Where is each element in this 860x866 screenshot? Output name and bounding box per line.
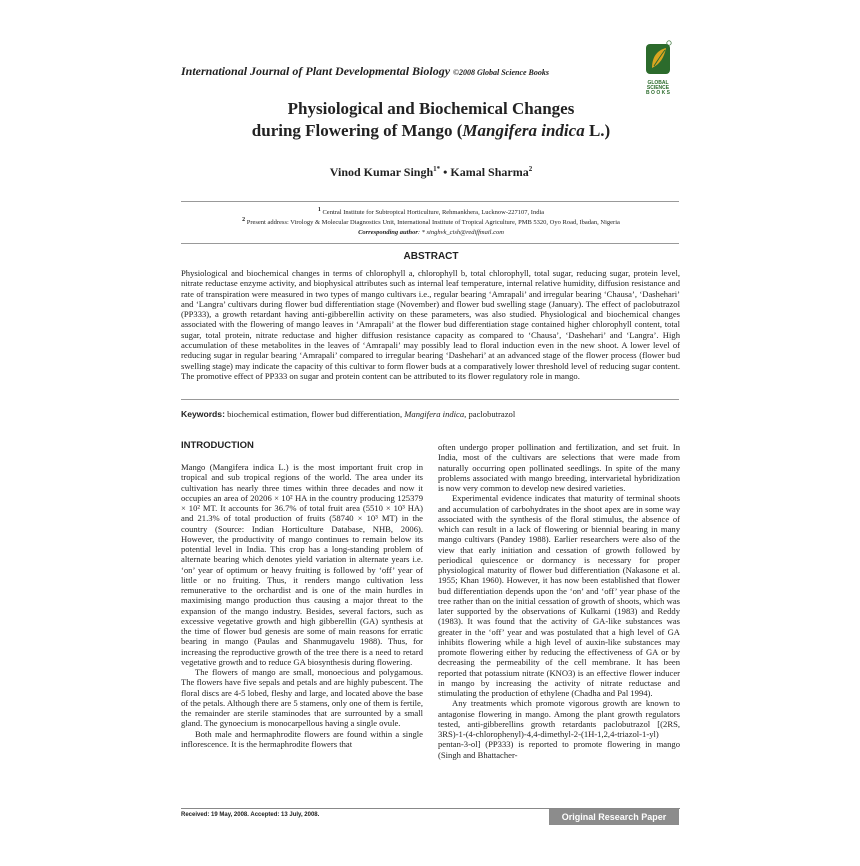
affiliation-2 [181,216,681,227]
title-pre: during Flowering of Mango ( [251,121,463,140]
author-1: Vinod Kumar Singh [329,165,434,179]
intro-paragraph-5: Experimental evidence indicates that maturity of terminal shoots and accumulation of carbohydrates in the shoot apex are in some way associated with the synthesis of the floral stimulus, the absence of which can result in a lack of flowering or biennial bearing in many mango cultivars (Pandey 1988). Earlier researchers were also of the view that early initiation and cessation of growth followed by periodical quiescence or dormancy is necessary for proper physiological maturity of flower bud differentiation (Nakasone et al. 1955; Khan 1960). However, it has now been established that flower bud differentiation depends upon the ‘on’ and ‘off’ year phase of the tree rather than on the initial cessation of growth of shoots, which was later supported by the observations of Kulkarni (1983) and Reddy (1983). It was found that the activity of GA-like substances was greater in the ‘off’ year and was postulated that a high level of GA inhibits flowering while a high level of auxin-like substances may promote flowering either by reducing the effectiveness of GA or by decreasing the permeability of the cell membrane. It has been reported that potassium nitrate (KNO3) is an effective flower inducer in mango by increasing the activity of nitrate reductase and stimulating the production of ethylene (Chadha and Pal 1994). [438,493,680,698]
aff-2-text: Present address: Virology & Molecular Diagnostics Unit, International Institute of Tropical Agriculture, PMB 5320, Oyo Road, Ibadan, Nigeria [245,219,620,227]
introduction-heading: INTRODUCTION [181,440,254,451]
aff-1-text: Central Institute for Subtropical Horticulture, Rehmankhera, Lucknow-227107, India [320,209,545,217]
publisher-logo [636,40,680,100]
divider-abstract-bottom [181,399,679,400]
author-line [181,165,681,180]
corr-email[interactable]: : * singhvk_cish@rediffmail.com [417,229,504,236]
author-2-sup: 2 [528,165,533,173]
author-2: Kamal Sharma [450,165,529,179]
abstract-heading: ABSTRACT [403,251,459,262]
journal-name: International Journal of Plant Developmental Biology [181,64,451,78]
paper-title [181,98,681,142]
keywords-species: Mangifera indica [404,409,465,419]
divider-abstract-top [181,243,679,244]
title-post: L.) [584,121,611,140]
aff-2-sup: 2 [242,217,246,223]
intro-paragraph-6: Any treatments which promote vigorous growth are known to antagonise flowering in mango. Among the plant growth regulators tested, anti-gibberellins growth retardants paclobutrazol [(2RS, 3RS)-1-(4-chlorophenyl)-4,4-dimethyl-2-(1H-1,2,4-triazol-1-yl) pentan-3-ol] (PP333) is reported to promote flowering in mango (Singh and Bhattacher- [438,698,680,760]
intro-paragraph-3: Both male and hermaphrodite flowers are found within a single inflorescence. It is the hermaphrodite flowers that [181,728,423,749]
title-species: Mangifera indica [462,121,585,140]
received-dates: Received: 19 May, 2008. Accepted: 13 July, 2008. [181,812,320,818]
leaf-logo-icon [644,40,672,76]
abstract-text: Physiological and biochemical changes in terms of chlorophyll a, chlorophyll b, total chlorophyll, total sugar, reducing sugar, protein level, nitrate reductase enzyme activity, and biophysical attributes such as internal leaf temperature, internal relative humidity, diffusion resistance and rate of transpiration were measured in two types of mango cultivars i.e., regular bearing ‘Amrapali’ and irregular bearing ‘Chausa’, ‘Dashehari’ and ‘Langra’ cultivars during flower bud differentiation stage (November) and flower bud swelling stage (January). The effect of paclobutrazol (PP333), a growth retardant having anti-gibberellin activity on these parameters, was also studied. Physiological and biochemical changes associated with the flowering of mango leaves in ‘Amrapali’ at the flower bud differentiation stage contained higher chlorophyll content, total sugar, total protein, nitrate reductase and higher diffusion resistance capacity as compared to ‘Chausa’, ‘Dashehari’ and ‘Langra’. High accumulation of these metabolites in the leaves of ‘Amrapali’ may possibly lead to floral induction even in the new shoot. A lower level of reducing sugar in regular bearing ‘Amrapali’ compared to irregular bearing ‘Dashehari’ at an advanced stage of the flower process (flower bud swelling stage) may indicate the capacity of this cultivar to form flower buds at a comparatively lower threshold level of reducing sugar content. The promotive effect of PP333 on sugar and protein content can be attributed to its flower regulatory role in mango. [181,268,680,381]
author-1-sup: 1* [433,165,441,173]
title-line-1: Physiological and Biochemical Changes [287,99,575,118]
journal-header [181,64,549,79]
corresponding-author [181,229,681,236]
aff-1-sup: 1 [317,207,321,213]
keywords-pre: biochemical estimation, flower bud differentiation, [224,409,405,419]
keywords [181,409,680,419]
journal-year: ©2008 Global Science Books [453,68,550,77]
intro-paragraph-1: Mango (Mangifera indica L.) is the most important fruit crop in tropical and sub tropical regions of the world. The area under its cultivation has nearly three times within three decades and now it occupies an area of 20206 × 10² HA in the country producing 125379 × 10² MT. It accounts for 36.7% of total fruit area (5510 × 10³ HA) and 21.3% of total production of fruits (58740 × 10³ MT) in the country (Source: Indian Horticulture Database, NHB, 2006). However, the productivity of mango continues to remain below its potential level in India. This crop has a long-standing problem of alternate bearing which denotes yield variation in alternate years i.e. ‘on’ year of optimum or heavy fruiting is followed by ‘off’ year of little or no fruiting. Thus, it renders mango cultivation less remunerative to the orchardist and is one of the main hurdles in maximising mango production thus causing a major threat to the expansion of the mango industry. Besides, several factors, such as excessive vegetative growth and high gibberellin (GA) synthesis at the time of flower bud genesis are some of main reasons for erratic bearing in mango (Paulas and Shanmugavelu 1988). Thus, for increasing the reproductive growth of the tree there is a need to retard vegetative growth and to reduce GA biosynthesis during flowering. [181,462,423,667]
author-separator: • [440,165,451,179]
intro-paragraph-2: The flowers of mango are small, monoecious and polygamous. The flowers have five sepals and petals and are highly pubescent. The floral discs are 4-5 lobed, fleshy and large, and located above the base of the petals. Although there are 5 stamens, only one of them is fertile, the remainder are sterile staminodes that are surrounted by a small gland. The gynoecium is monocarpellous having a single ovule. [181,667,423,729]
keywords-post: , paclobutrazol [464,409,516,419]
intro-paragraph-4: often undergo proper pollination and fertilization, and set fruit. In India, most of the cultivars are selections that were made from naturally occurring open pollinated seedlings. In spite of the many problems associated with mango breeding, intervarietal hybridization is now very common to develop new desired varieties. [438,442,680,493]
divider-top [181,201,679,202]
logo-text-2: B O O K S [646,90,670,96]
article-type-label: Original Research Paper [549,809,679,825]
corr-label: Corresponding author [358,229,418,236]
keywords-label: Keywords: [181,409,225,419]
column-right [438,442,680,760]
logo-text-1: GLOBAL SCIENCE [646,80,670,91]
title-line-2 [181,120,681,142]
column-left [181,462,423,749]
